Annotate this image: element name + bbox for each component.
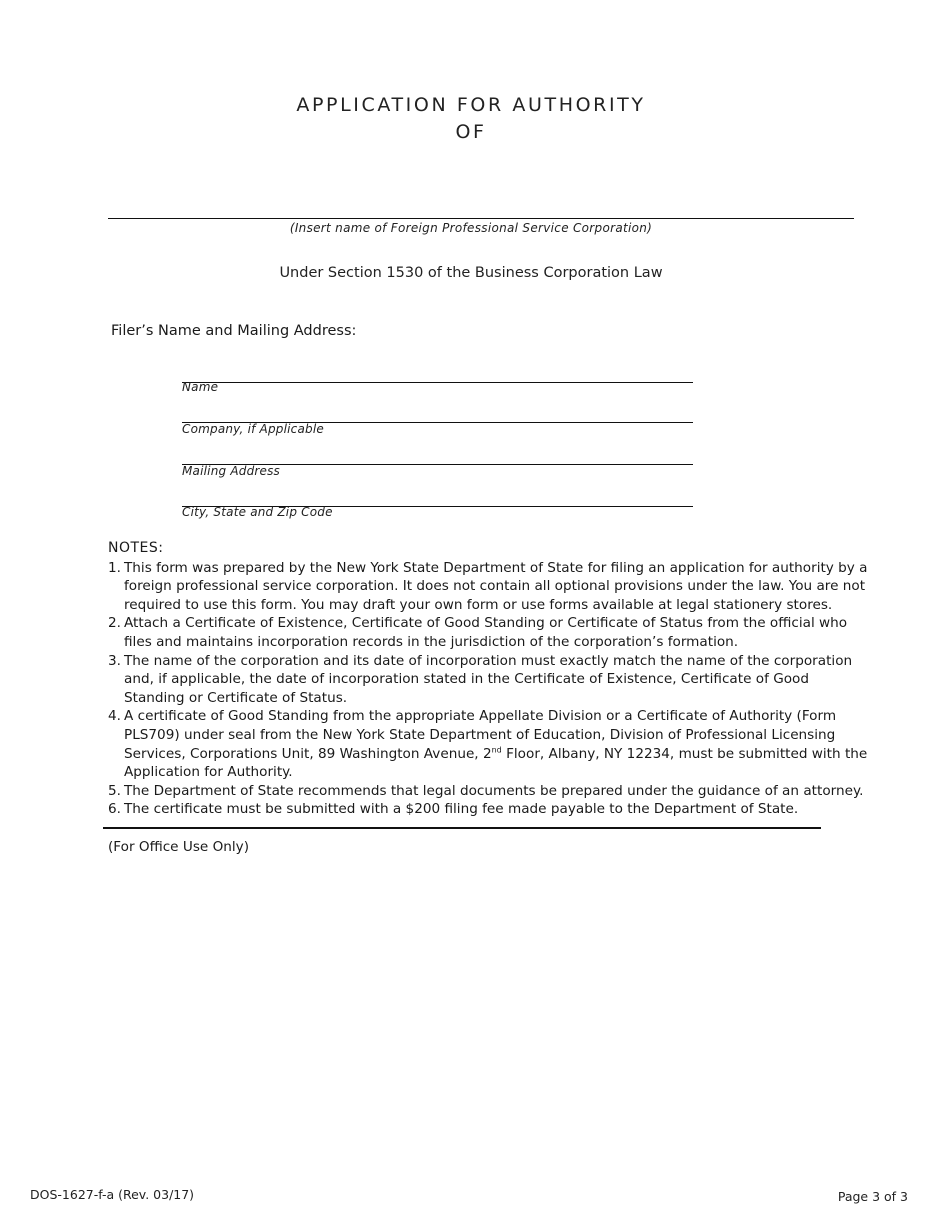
corp-name-line[interactable] xyxy=(108,218,854,219)
notes-heading: NOTES: xyxy=(108,540,164,556)
form-title: APPLICATION FOR AUTHORITY xyxy=(296,94,646,116)
note-item: 5. The Department of State recommends that legal documents be prepared under the guidance of an attorney. xyxy=(108,782,864,799)
page-number: Page 3 of 3 xyxy=(837,1189,908,1204)
note-item: 2. Attach a Certificate of Existence, Certificate of Good Standing or Certificate of Status from the official who files and maintains incorporation records in the jurisdiction of the corporation’s formation. xyxy=(108,615,848,650)
city-state-zip-field-label: City, State and Zip Code xyxy=(182,505,333,519)
filer-heading: Filer’s Name and Mailing Address: xyxy=(111,323,357,339)
note-item: 6. The certificate must be submitted with a $200 filing fee made payable to the Department of State. xyxy=(108,801,799,818)
form-id: DOS-1627-f-a (Rev. 03/17) xyxy=(30,1187,195,1202)
note-item: 4. A certificate of Good Standing from the appropriate Appellate Division or a Certificate of Authority (Form PLS709) under seal from the New York State Department of Education, Division of Professional Licensing Services, Corporations Unit, 89 Washington Avenue, 2nd Floor, Albany, NY 12234, must be submitted with the Application for Authority. xyxy=(108,708,868,781)
company-field-label: Company, if Applicable xyxy=(182,422,324,436)
mailing-address-field-label: Mailing Address xyxy=(182,464,281,478)
name-field-label: Name xyxy=(182,380,219,394)
notes-section xyxy=(108,539,868,819)
name-field-line[interactable] xyxy=(182,382,693,383)
subtitle: Under Section 1530 of the Business Corporation Law xyxy=(279,265,663,281)
office-use-label: (For Office Use Only) xyxy=(108,839,250,855)
note-item: 3. The name of the corporation and its date of incorporation must exactly match the name of the corporation and, if applicable, the date of incorporation stated in the Certificate of Existence, Certificate of Good Standing or Certificate of Status. xyxy=(108,652,853,706)
note-item: 1. This form was prepared by the New York State Department of State for filing an application for authority by a foreign professional service corporation. It does not contain all optional provisions under the law. You are not required to use this form. You may draft your own form or use forms available at legal stationery stores. xyxy=(108,559,868,613)
corp-name-caption: (Insert name of Foreign Professional Service Corporation) xyxy=(289,221,653,235)
office-use-divider xyxy=(103,827,821,829)
notes-list xyxy=(108,559,868,819)
form-title-of: OF xyxy=(455,121,487,143)
